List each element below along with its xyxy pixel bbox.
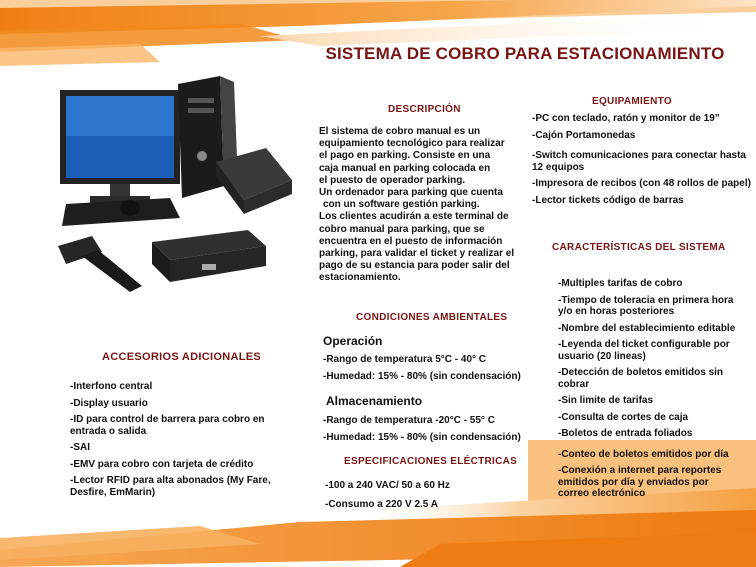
list-item: -Consulta de cortes de caja	[558, 411, 689, 423]
descripcion-line: caja manual en parking colocada en	[319, 162, 491, 174]
list-item: Desfire, EmMarin)	[70, 486, 156, 498]
list-item: -100 a 240 VAC/ 50 a 60 Hz	[325, 480, 450, 491]
list-item: -Detección de boletos emitidos sin	[558, 367, 724, 378]
descripcion-line: cobro manual para parking, que se	[319, 223, 485, 235]
list-item: -Interfono central	[70, 381, 153, 392]
list-item: -Lector RFID para alta abonados (My Fare,	[70, 475, 271, 486]
list-item: -Humedad: 15% - 80% (sin condensación)	[323, 431, 521, 443]
list-item: -PC con teclado, ratón y monitor de 19”	[532, 113, 720, 124]
descripcion-line: El sistema de cobro manual es un	[319, 126, 481, 137]
list-item: emitidos por día y enviados por	[558, 476, 709, 488]
list-item: -Tiempo de toleracia en primera hora	[558, 294, 734, 306]
list-item: -Nombre del establecimiento editable	[558, 322, 736, 334]
especificaciones-list	[325, 480, 545, 510]
descripcion-line: Los clientes acudirán a este terminal de	[319, 211, 509, 223]
list-item: usuario (20 lineas)	[558, 350, 646, 362]
condiciones-heading: CONDICIONES AMBIENTALES	[356, 312, 508, 323]
list-item: entrada o salida	[70, 425, 147, 437]
list-item: -SAI	[70, 442, 90, 453]
equipamiento-heading: EQUIPAMIENTO	[592, 96, 672, 107]
list-item: -Lector tickets código de barras	[532, 194, 684, 206]
list-item: -Sin limite de tarifas	[558, 395, 654, 406]
list-item: -Switch comunicaciones para conectar hasta	[532, 150, 746, 161]
list-item: -Rango de temperatura -20°C - 55° C	[323, 415, 495, 426]
list-item: -Leyenda del ticket configurable por	[558, 339, 730, 350]
list-item: -ID para control de barrera para cobro en	[70, 414, 265, 425]
list-item: -Cajón Portamonedas	[532, 129, 636, 141]
accesorios-heading: ACCESORIOS ADICIONALES	[102, 351, 261, 363]
operacion-label: Operación	[323, 334, 383, 348]
list-item: -Conexión a internet para reportes	[558, 465, 722, 476]
list-item: -EMV para cobro con tarjeta de crédito	[70, 458, 254, 470]
descripcion-line: parking, para validar el ticket y realizar el	[319, 248, 515, 260]
especificaciones-heading: ESPECIFICACIONES ELÉCTRICAS	[344, 456, 518, 467]
descripcion-line: estacionamiento.	[319, 272, 401, 284]
descripcion-line: el puesto de operador parking.	[319, 174, 466, 186]
descripcion-body	[319, 126, 524, 285]
page-title: SISTEMA DE COBRO PARA ESTACIONAMIENTO	[325, 44, 725, 63]
almacenamiento-label: Almacenamiento	[326, 394, 423, 408]
caracteristicas-heading: CARACTERÍSTICAS DEL SISTEMA	[552, 242, 726, 253]
header-stripes	[0, 0, 756, 80]
list-item: -Rango de temperatura 5°C - 40° C	[323, 354, 487, 365]
descripcion-line: Un ordenador para parking que cuenta	[319, 187, 503, 199]
list-item: -Display usuario	[70, 397, 148, 409]
list-item: y/o en horas posteriores	[558, 306, 675, 317]
pos-equipment-illustration	[52, 76, 312, 296]
list-item: -Multiples tarifas de cobro	[558, 278, 683, 289]
list-item: 12 equipos	[532, 161, 585, 173]
operacion-list	[323, 354, 543, 382]
descripcion-heading: DESCRIPCIÓN	[388, 104, 461, 115]
list-item: correo electrónico	[558, 488, 646, 499]
list-item: -Impresora de recibos (con 48 rollos de papel)	[532, 178, 751, 189]
descripcion-line: con un software gestión parking.	[323, 199, 480, 211]
caracteristicas-list	[558, 278, 754, 500]
descripcion-line: pago de su estancia para poder salir del	[319, 260, 510, 272]
almacenamiento-list	[323, 415, 543, 443]
descripcion-line: equipamiento tecnológico para realizar	[319, 138, 505, 150]
list-item: -Humedad: 15% - 80% (sin condensación)	[323, 370, 521, 382]
descripcion-line: el pago en parking. Consiste en una	[319, 150, 491, 162]
descripcion-line: encuentra en el puesto de información	[319, 235, 503, 247]
accesorios-list	[70, 381, 300, 498]
list-item: cobrar	[558, 378, 590, 390]
list-item: -Conteo de boletos emitidos por día	[558, 448, 729, 460]
list-item: -Consumo a 220 V 2.5 A	[325, 498, 438, 510]
list-item: -Boletos de entrada foliados	[558, 428, 693, 439]
equipamiento-list	[532, 113, 754, 206]
